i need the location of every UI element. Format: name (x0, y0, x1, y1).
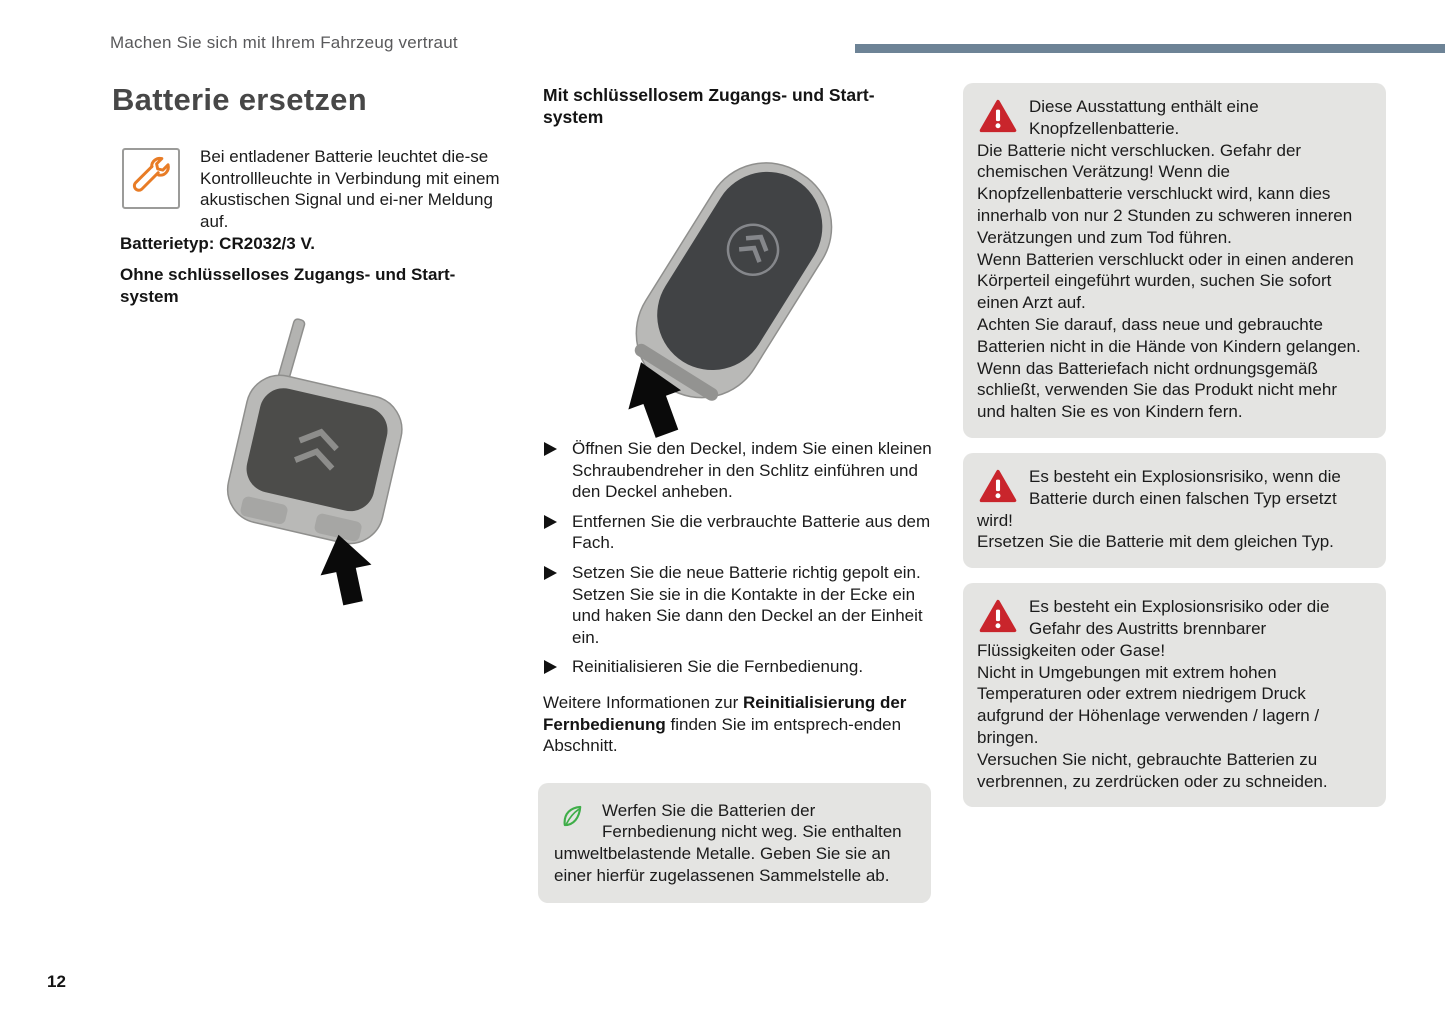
eco-leaf-icon (558, 802, 586, 830)
more-info-paragraph (543, 692, 935, 757)
warnings-column (963, 83, 1386, 822)
warning-paragraph: Wenn Batterien verschluckt oder in einen anderen Körperteil eingeführt wurden, suchen Sie sofort einen Arzt auf. (977, 249, 1354, 313)
without-keyless-heading: Ohne schlüsselloses Zugangs- und Start-system (120, 265, 456, 306)
warning-paragraph: Versuchen Sie nicht, gebrauchte Batterien zu verbrennen, zu zerdrücken oder zu schneiden. (977, 749, 1328, 791)
indicator-icon-box (122, 148, 180, 209)
remote-key-illustration (212, 312, 412, 617)
triangle-bullet-icon (544, 566, 557, 580)
triangle-bullet-icon (544, 515, 557, 529)
warning-paragraph: Es besteht ein Explosionsrisiko oder die Gefahr des Austritts brennbarer Flüssigkeiten oder Gase! (977, 597, 1330, 660)
step-item (543, 511, 935, 554)
step-text: Reinitialisieren Sie die Fernbedienung. (572, 657, 864, 677)
warning-box (963, 83, 1386, 438)
eco-note-box (538, 783, 931, 903)
step-item (543, 656, 935, 678)
step-text: Entfernen Sie die verbrauchte Batterie aus dem Fach. (572, 511, 931, 553)
warning-box (963, 583, 1386, 807)
warning-triangle-icon (979, 99, 1017, 133)
warning-paragraph: Wenn das Batteriefach nicht ordnungsgemäß schließt, verwenden Sie das Produkt nicht mehr und halten Sie es von Kindern fern. (977, 358, 1338, 422)
warning-triangle-icon (979, 469, 1017, 503)
indicator-note: Bei entladener Batterie leuchtet die-se Kontrollleuchte in Verbindung mit einem akustischen Signal und ei-ner Meldung auf. (200, 147, 500, 231)
keyless-remote-illustration (598, 146, 838, 451)
warning-box (963, 453, 1386, 568)
eco-note-text: Werfen Sie die Batterien der Fernbedienung nicht weg. Sie enthalten umweltbelastende Metalle. Geben Sie sie an einer hierfür zugelassenen Sammelstelle ab. (554, 800, 902, 885)
warning-paragraph: Diese Ausstattung enthält eine Knopfzellenbatterie. (1029, 97, 1259, 138)
page-number: 12 (47, 972, 66, 991)
battery-type-label: Batterietyp: CR2032/3 V. (120, 234, 315, 253)
step-text: Öffnen Sie den Deckel, indem Sie einen kleinen Schraubendreher in den Schlitz einführen und den Deckel anheben. (572, 439, 932, 502)
step-text: Setzen Sie die neue Batterie richtig gepolt ein. Setzen Sie sie in die Kontakte in der Ecke ein und haken Sie dann den Deckel an der Einheit ein. (572, 562, 923, 647)
more-info-post: finden Sie im entsprech-enden Abschnitt. (543, 714, 902, 756)
breadcrumb: Machen Sie sich mit Ihrem Fahrzeug vertraut (110, 33, 458, 52)
wrench-icon (130, 155, 172, 202)
accent-bar (855, 44, 1445, 53)
triangle-bullet-icon (544, 660, 557, 674)
instructions-section (543, 438, 935, 903)
triangle-bullet-icon (544, 442, 557, 456)
warning-triangle-icon (979, 599, 1017, 633)
warning-paragraph: Es besteht ein Explosionsrisiko, wenn die Batterie durch einen falschen Typ ersetzt wird! (977, 466, 1341, 530)
warning-paragraph: Ersetzen Sie die Batterie mit dem gleichen Typ. (977, 532, 1334, 552)
warning-paragraph: Die Batterie nicht verschlucken. Gefahr der chemischen Verätzung! Wenn die Knopfzellenbatterie verschluckt wird, kann dies innerhalb von nur 2 Stunden zu schweren inneren Verätzungen und zum Tod führen. (977, 140, 1353, 247)
step-item (543, 562, 935, 648)
warning-paragraph: Nicht in Umgebungen mit extrem hohen Temperaturen oder extrem niedrigem Druck aufgrund der Höhenlage verwenden / lagern / bringen. (977, 662, 1320, 747)
warning-paragraph: Achten Sie darauf, dass neue und gebrauchte Batterien nicht in die Hände von Kindern gelangen. (977, 314, 1361, 356)
page-title: Batterie ersetzen (112, 82, 367, 117)
step-item (543, 438, 935, 503)
more-info-pre: Weitere Informationen zur (543, 692, 743, 712)
keyless-heading: Mit schlüssellosem Zugangs- und Start-system (543, 85, 875, 127)
more-info-bold: Reinitialisierung der Fernbedienung (543, 692, 907, 734)
